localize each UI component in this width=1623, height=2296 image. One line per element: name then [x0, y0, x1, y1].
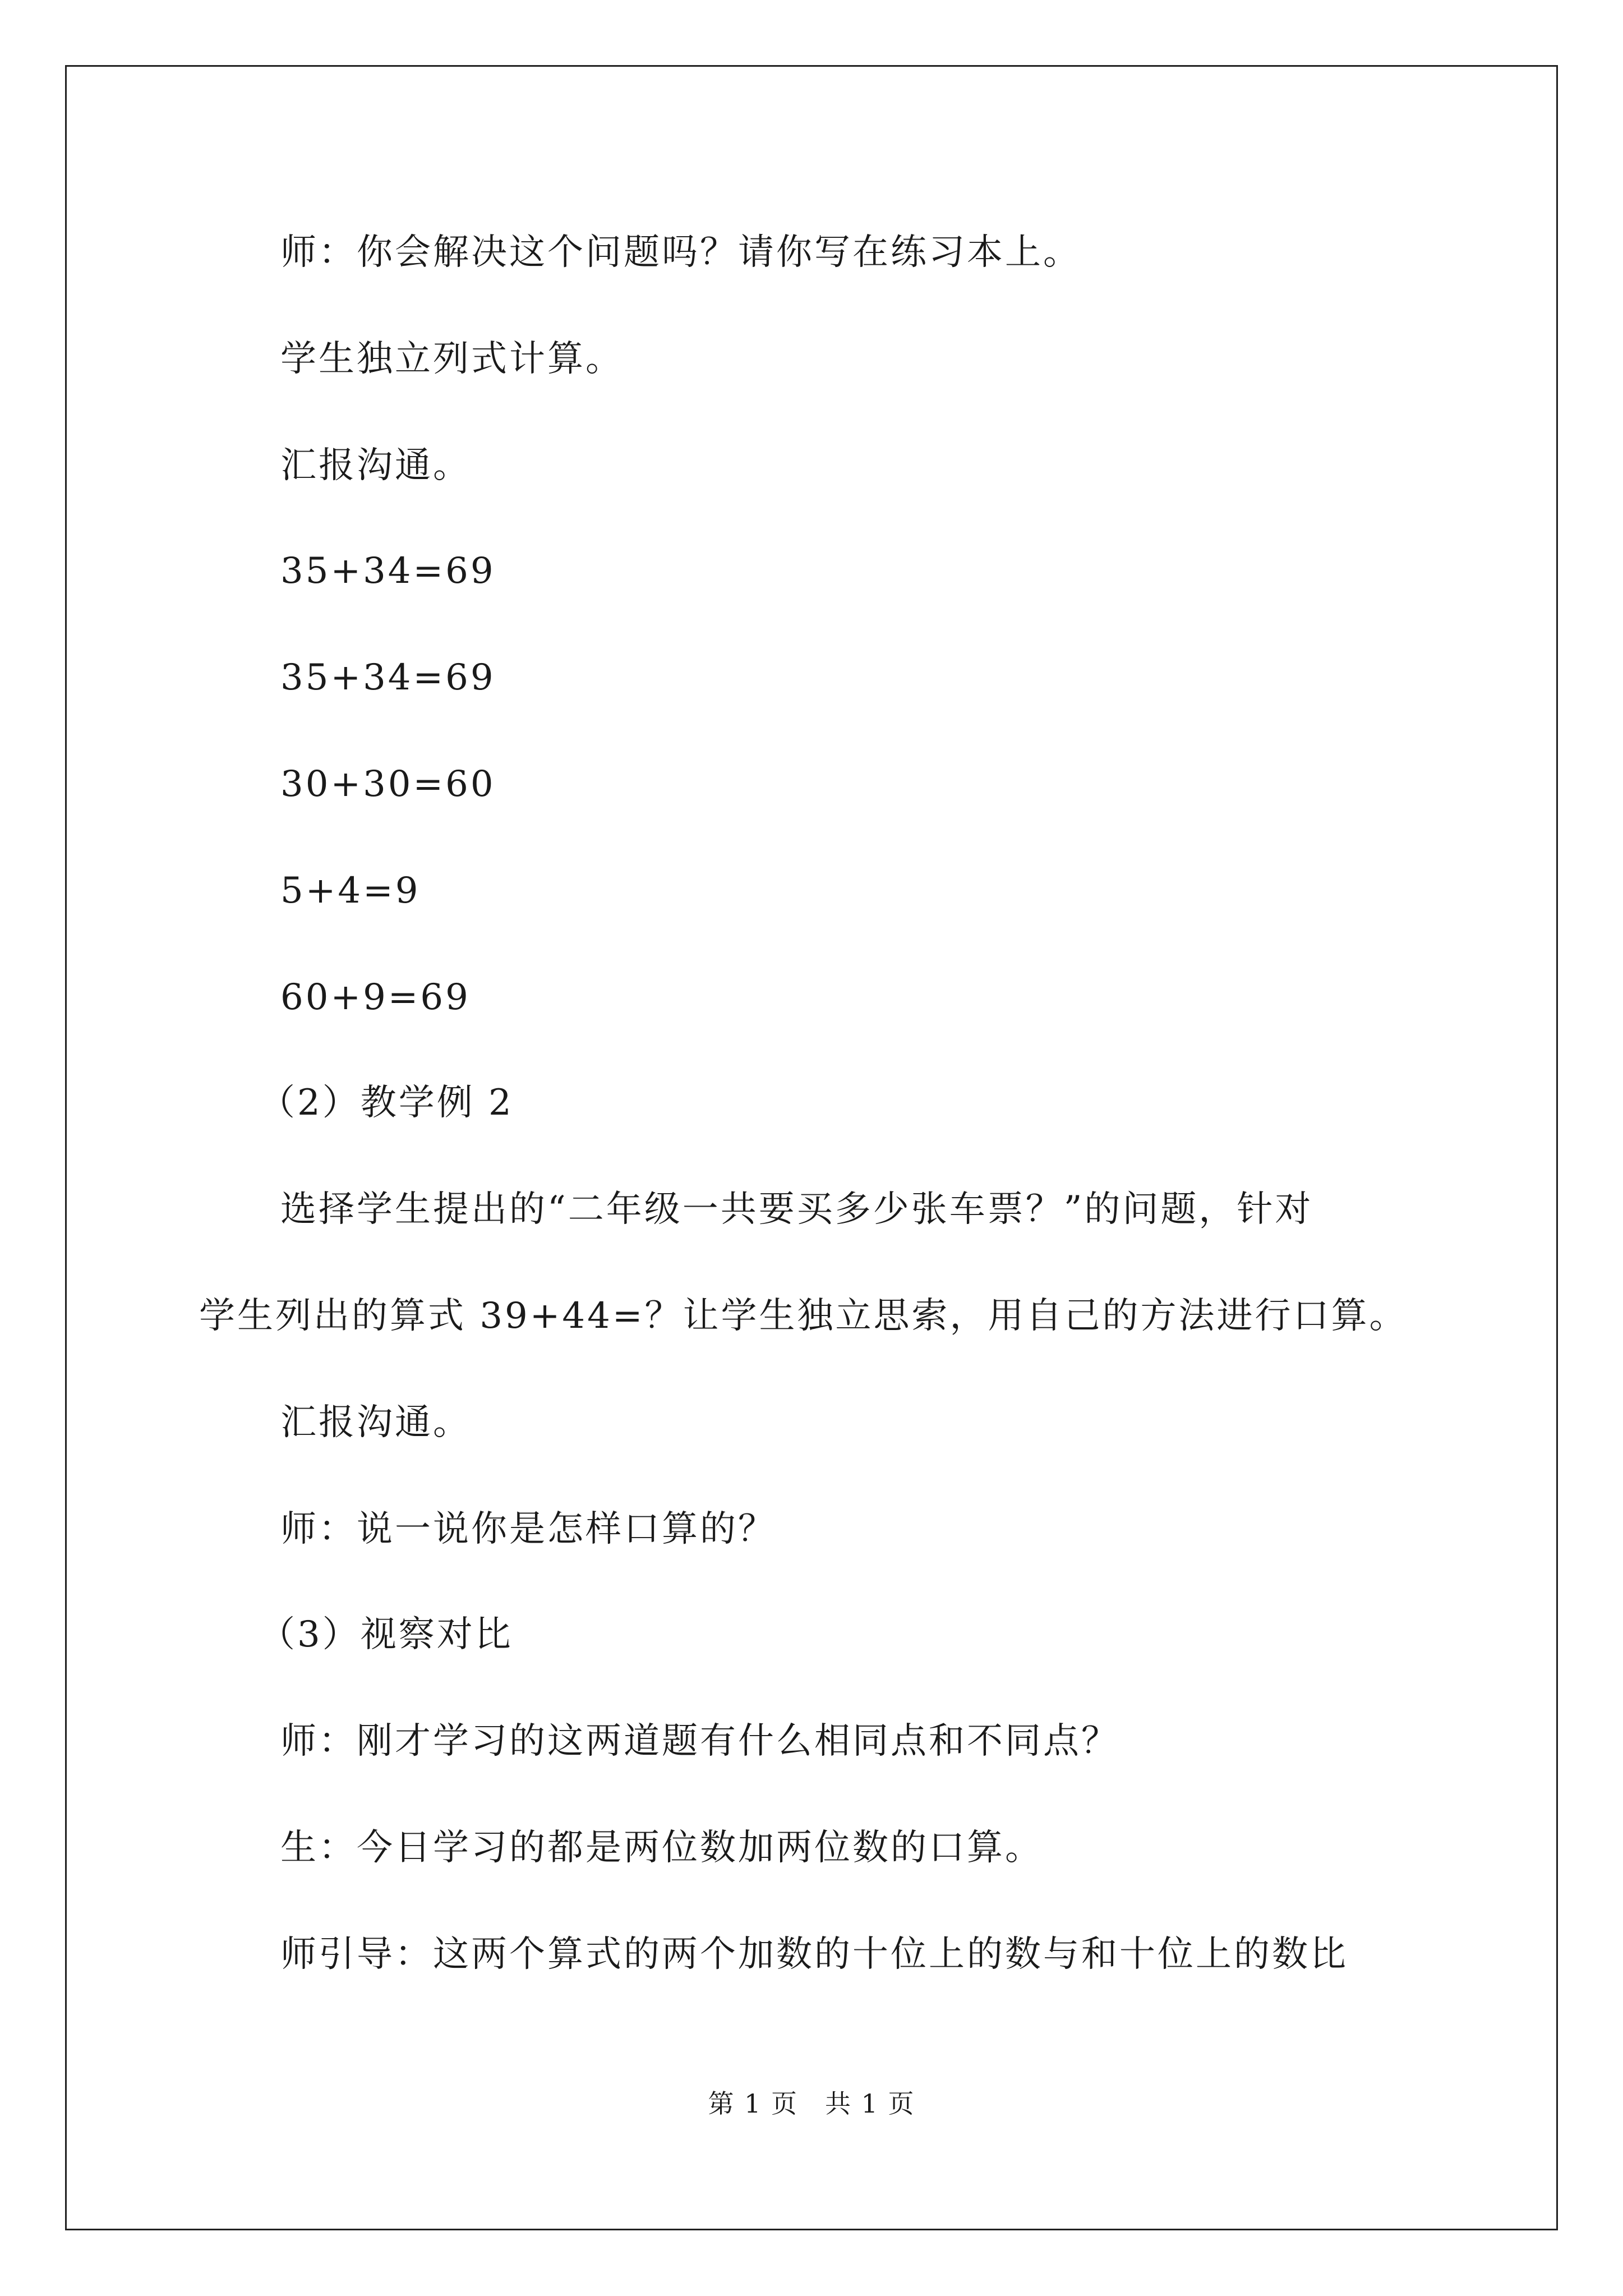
section-heading-compare: （3）视察对比 [259, 1614, 513, 1655]
text-line-teacher-question: 师：说一说你是怎样口算的？ [280, 1508, 776, 1550]
equation-line-3: 30+30=60 [280, 763, 496, 805]
paragraph-line-2: 学生列出的算式 39+44=？让学生独立思索，用自己的方法进行口算。 [199, 1295, 1408, 1337]
text-line-2: 学生独立列式计算。 [280, 338, 624, 380]
equation-line-4: 5+4=9 [280, 870, 421, 912]
equation-line-1: 35+34=69 [280, 550, 496, 592]
text-line-teacher-guide: 师引导：这两个算式的两个加数的十位上的数与和十位上的数比 [280, 1934, 1348, 1975]
page-footer: 第 1 页 共 1 页 [708, 2088, 915, 2119]
section-heading-example-2: （2）教学例 2 [259, 1082, 514, 1124]
paragraph-line-1: 选择学生提出的“二年级一共要买多少张车票？”的问题，针对 [280, 1189, 1313, 1230]
text-line-3: 汇报沟通。 [280, 445, 471, 486]
equation-line-2: 35+34=69 [280, 657, 496, 698]
text-line-teacher-compare: 师：刚才学习的这两道题有什么相同点和不同点？ [280, 1720, 1119, 1762]
text-line-1: 师：你会解决这个问题吗？请你写在练习本上。 [280, 232, 1081, 273]
text-line-report: 汇报沟通。 [280, 1402, 471, 1443]
equation-line-5: 60+9=69 [280, 977, 471, 1018]
page-border [65, 65, 1558, 2230]
text-line-student-answer: 生：今日学习的都是两位数加两位数的口算。 [280, 1827, 1043, 1869]
